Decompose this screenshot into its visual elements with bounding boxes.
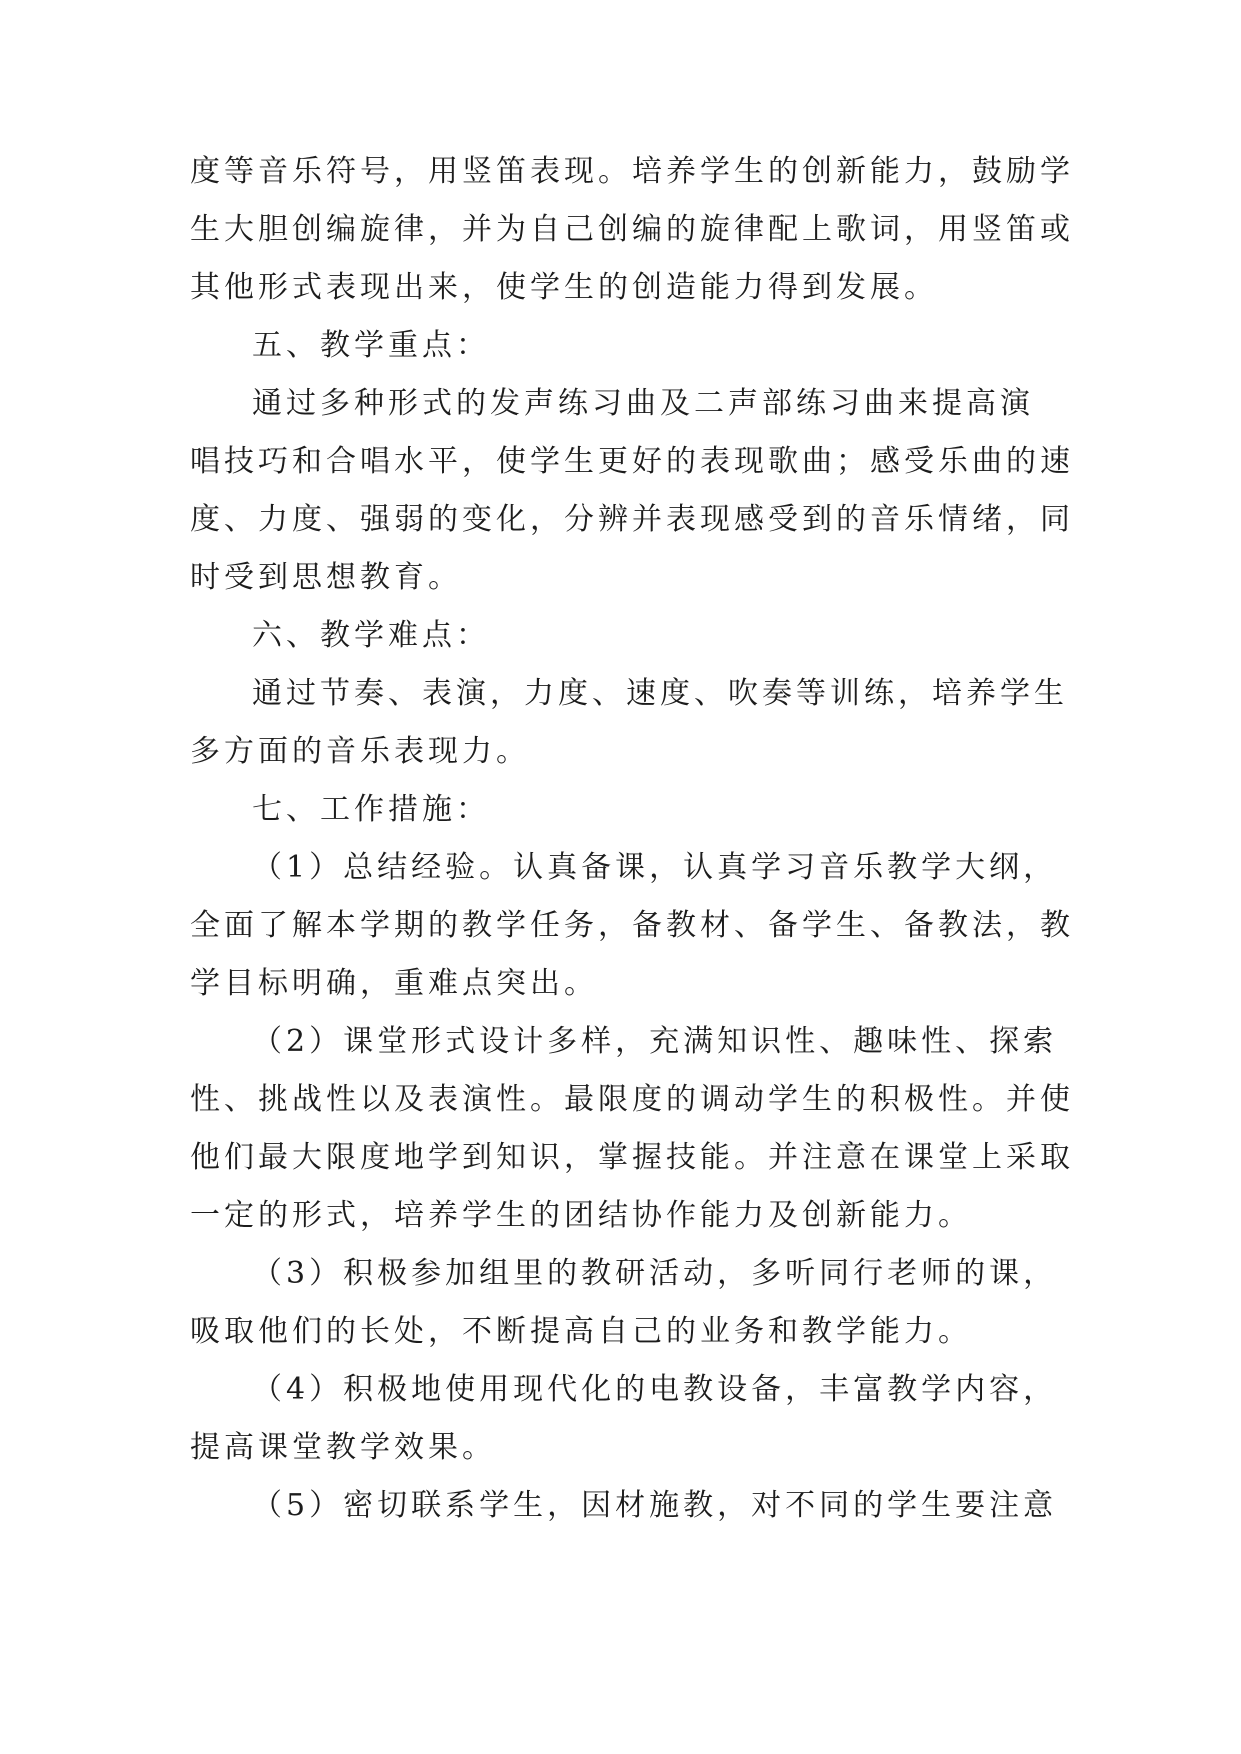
paragraph-line: 学目标明确，重难点突出。 bbox=[190, 966, 598, 1001]
paragraph-line: 一定的形式，培养学生的团结协作能力及创新能力。 bbox=[190, 1198, 972, 1233]
paragraph-line: 吸取他们的长处，不断提高自己的业务和教学能力。 bbox=[190, 1314, 972, 1349]
paragraph-line: 唱技巧和合唱水平，使学生更好的表现歌曲；感受乐曲的速 bbox=[190, 444, 1074, 479]
paragraph-line: 多方面的音乐表现力。 bbox=[190, 734, 530, 769]
section-heading-difficulties: 六、教学难点： bbox=[252, 618, 490, 653]
section-heading-key-points: 五、教学重点： bbox=[252, 328, 490, 363]
paragraph-line: 时受到思想教育。 bbox=[190, 560, 462, 595]
paragraph-line: 通过节奏、表演，力度、速度、吹奏等训练，培养学生 bbox=[252, 676, 1068, 711]
paragraph-line: 性、挑战性以及表演性。最限度的调动学生的积极性。并使 bbox=[190, 1082, 1074, 1117]
paragraph-line: 生大胆创编旋律，并为自己创编的旋律配上歌词，用竖笛或 bbox=[190, 212, 1074, 247]
paragraph-line: 全面了解本学期的教学任务，备教材、备学生、备教法，教 bbox=[190, 908, 1074, 943]
paragraph-line: （5）密切联系学生，因材施教，对不同的学生要注意 bbox=[252, 1488, 1058, 1523]
section-heading-measures: 七、工作措施： bbox=[252, 792, 490, 827]
paragraph-line: （3）积极参加组里的教研活动，多听同行老师的课， bbox=[252, 1256, 1058, 1291]
paragraph-line: 通过多种形式的发声练习曲及二声部练习曲来提高演 bbox=[252, 386, 1034, 421]
paragraph-line: 提高课堂教学效果。 bbox=[190, 1430, 496, 1465]
paragraph-line: （4）积极地使用现代化的电教设备，丰富教学内容， bbox=[252, 1372, 1058, 1407]
paragraph-line: （1）总结经验。认真备课，认真学习音乐教学大纲， bbox=[252, 850, 1058, 885]
paragraph-line: 他们最大限度地学到知识，掌握技能。并注意在课堂上采取 bbox=[190, 1140, 1074, 1175]
paragraph-line: 度、力度、强弱的变化，分辨并表现感受到的音乐情绪，同 bbox=[190, 502, 1074, 537]
paragraph-line: 度等音乐符号，用竖笛表现。培养学生的创新能力，鼓励学 bbox=[190, 154, 1074, 189]
paragraph-line: （2）课堂形式设计多样，充满知识性、趣味性、探索 bbox=[252, 1024, 1058, 1059]
paragraph-line: 其他形式表现出来，使学生的创造能力得到发展。 bbox=[190, 270, 938, 305]
